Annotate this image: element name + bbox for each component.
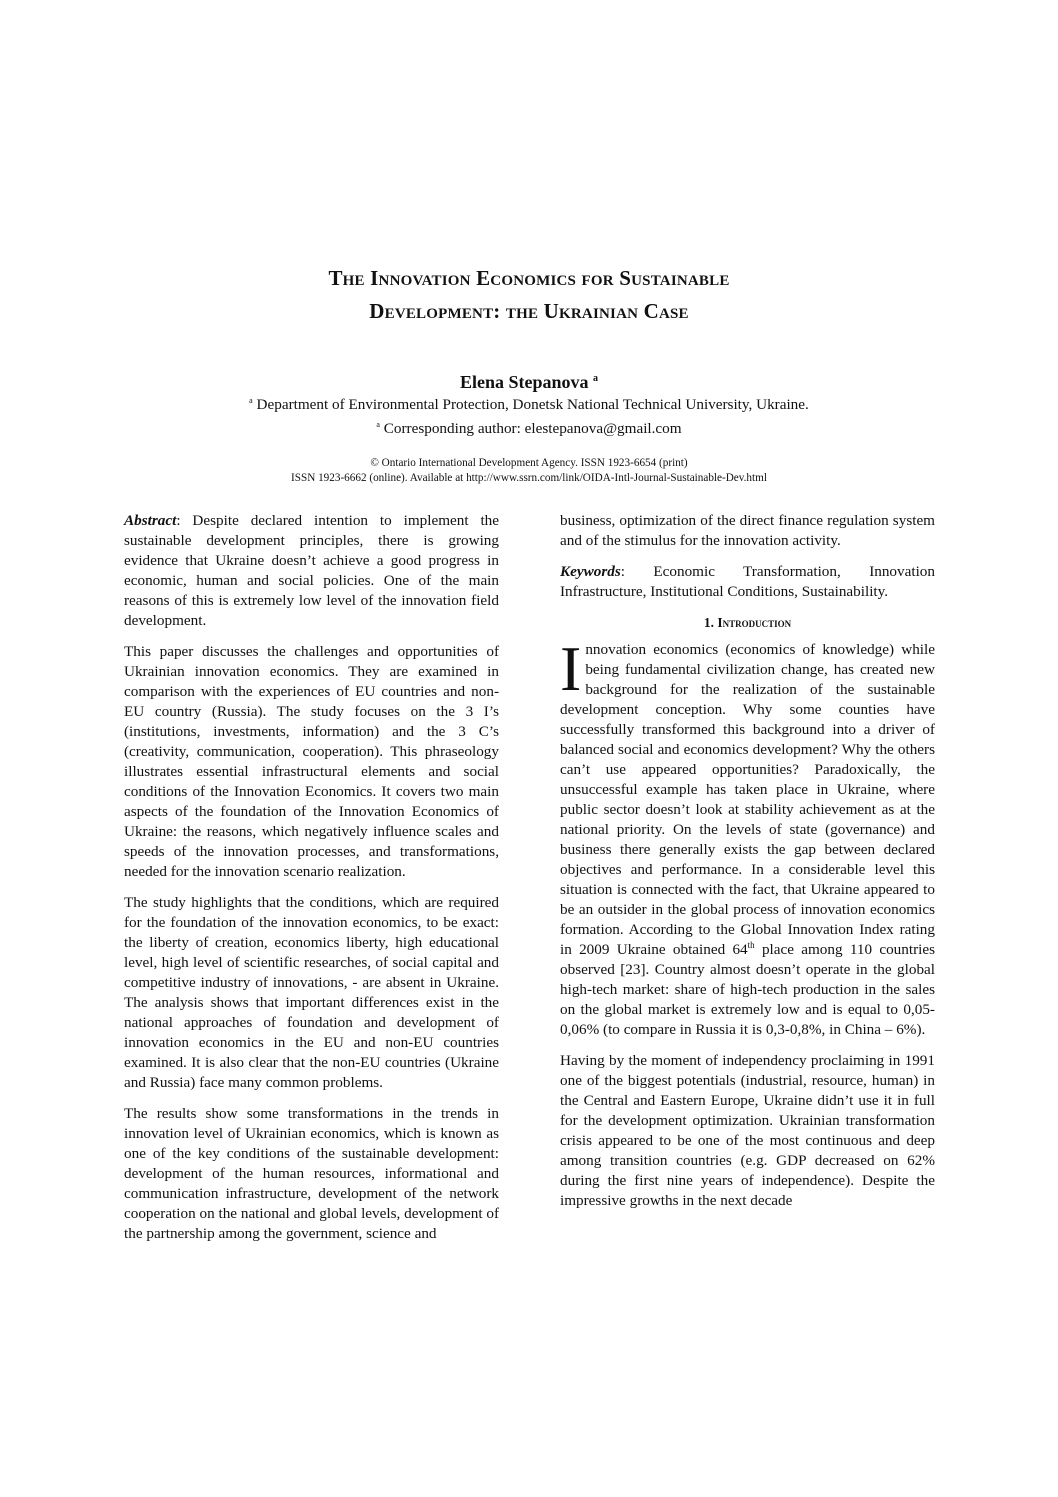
section-heading-introduction bbox=[560, 613, 935, 633]
affiliation-corresponding bbox=[120, 415, 938, 439]
title-line-2: Development: the Ukrainian Case bbox=[369, 299, 689, 323]
paper-title bbox=[120, 262, 938, 328]
intro-text-b: place among 110 countries observed [23]. Country almost doesn’t operate in the global high-tech market: share of high-tech production in the sales on the global market is extremely low and is equal to 0,05-0,06% (to compare in Russia it is 0,3-0,8%, in China – 6%). bbox=[560, 941, 935, 1038]
corresponding-mark: a bbox=[376, 420, 380, 429]
department-text: Department of Environmental Protection, Donetsk National Technical University, Ukraine. bbox=[256, 396, 809, 413]
author-line bbox=[120, 368, 938, 393]
keywords-text: : Economic Transformation, Innovation Infrastructure, Institutional Conditions, Sustainability. bbox=[560, 563, 935, 600]
author-affiliation-mark: a bbox=[593, 373, 599, 384]
abstract-text-1: : Despite declared intention to implement the sustainable development principles, there is growing evidence that Ukraine doesn’t achieve a good progress in economic, human and social policies. One of the main reasons of this is extremely low level of the innovation field development. bbox=[124, 512, 499, 629]
issn-line-1: © Ontario International Development Agency. ISSN 1923-6654 (print) bbox=[370, 457, 688, 469]
abstract-paragraph-2: This paper discusses the challenges and opportunities of Ukrainian innovation economics. They are examined in comparison with the experiences of EU countries and non-EU country (Russia). The study focuses on the 3 I’s (institutions, investments, information) and the 3 C’s (creativity, communication, cooperation). This phraseology illustrates essential infrastructural elements and social conditions of the Innovation Economics. It covers two main aspects of the foundation of the Innovation Economics of Ukraine: the reasons, which negatively influence scales and speeds of the innovation processes, and transformations, needed for the innovation scenario realization. bbox=[124, 643, 499, 880]
corresponding-text: Corresponding author: elestepanova@gmail.com bbox=[383, 420, 682, 437]
abstract-paragraph-1 bbox=[124, 511, 499, 631]
intro-text-a: nnovation economics (economics of knowledge) while being fundamental civilization change, has created new background for the realization of the sustainable development conception. Why some counties have successfully transformed this background into a driver of balanced social and economics development? Why the others can’t use appeared opportunities? Paradoxically, the unsuccessful example has taken place in Ukraine, where public sector doesn’t look at stability achievement as at the national priority. On the levels of state (governance) and business there generally exists the gap between declared objectives and performance. In a considerable level this situation is connected with the fact, that Ukraine appeared to be an outsider in the global process of innovation economics formation. According to the Global Innovation Index rating in 2009 Ukraine obtained 64 bbox=[560, 641, 935, 958]
section-number: 1. bbox=[703, 615, 714, 630]
keywords-paragraph bbox=[560, 562, 935, 602]
abstract-paragraph-4: The results show some transformations in the trends in innovation level of Ukrainian economics, which is known as one of the key conditions of the sustainable development: development of the human resources, informational and communication infrastructure, development of the network cooperation on the national and global levels, development of the partnership among the government, science and bbox=[124, 1105, 499, 1242]
affiliation-block bbox=[120, 391, 938, 439]
abstract-label: Abstract bbox=[124, 512, 177, 529]
left-column bbox=[124, 511, 499, 1255]
author-name: Elena Stepanova bbox=[459, 372, 589, 392]
introduction-paragraph-2: Having by the moment of independency proclaiming in 1991 one of the biggest potentials (industrial, resource, human) in the Central and Eastern Europe, Ukraine didn’t use it in full for the development optimization. Ukrainian transformation crisis appeared to be one of the most continuous and deep among transition countries (e.g. GDP decreased on 62% during the first nine years of independence). Despite the impressive growths in the next decade bbox=[560, 1052, 935, 1209]
drop-cap: I bbox=[560, 633, 582, 704]
abstract-paragraph-4-continued: business, optimization of the direct finance regulation system and of the stimulus for the innovation activity. bbox=[560, 512, 935, 549]
introduction-paragraph-1 bbox=[560, 633, 935, 1040]
title-line-1: The Innovation Economics for Sustainable bbox=[328, 266, 730, 290]
issn-block bbox=[120, 456, 938, 486]
keywords-label: Keywords bbox=[560, 563, 621, 580]
intro-superscript: th bbox=[747, 940, 755, 950]
section-title: Introduction bbox=[717, 615, 792, 630]
affiliation-mark: a bbox=[249, 396, 253, 405]
issn-line-2: ISSN 1923-6662 (online). Available at http://www.ssrn.com/link/OIDA-Intl-Journal-Sustainable-Dev.html bbox=[291, 472, 767, 484]
affiliation-department bbox=[120, 391, 938, 415]
abstract-paragraph-3: The study highlights that the conditions, which are required for the foundation of the innovation economics, to be exact: the liberty of creation, economics liberty, high educational level, high level of scientific researches, of social capital and competitive industry of innovations, - are absent in Ukraine. The analysis shows that important differences exist in the national approaches of foundation and development of innovation economics in the EU and non-EU countries examined. It is also clear that the non-EU countries (Ukraine and Russia) face many common problems. bbox=[124, 894, 499, 1091]
right-column bbox=[560, 511, 935, 1222]
